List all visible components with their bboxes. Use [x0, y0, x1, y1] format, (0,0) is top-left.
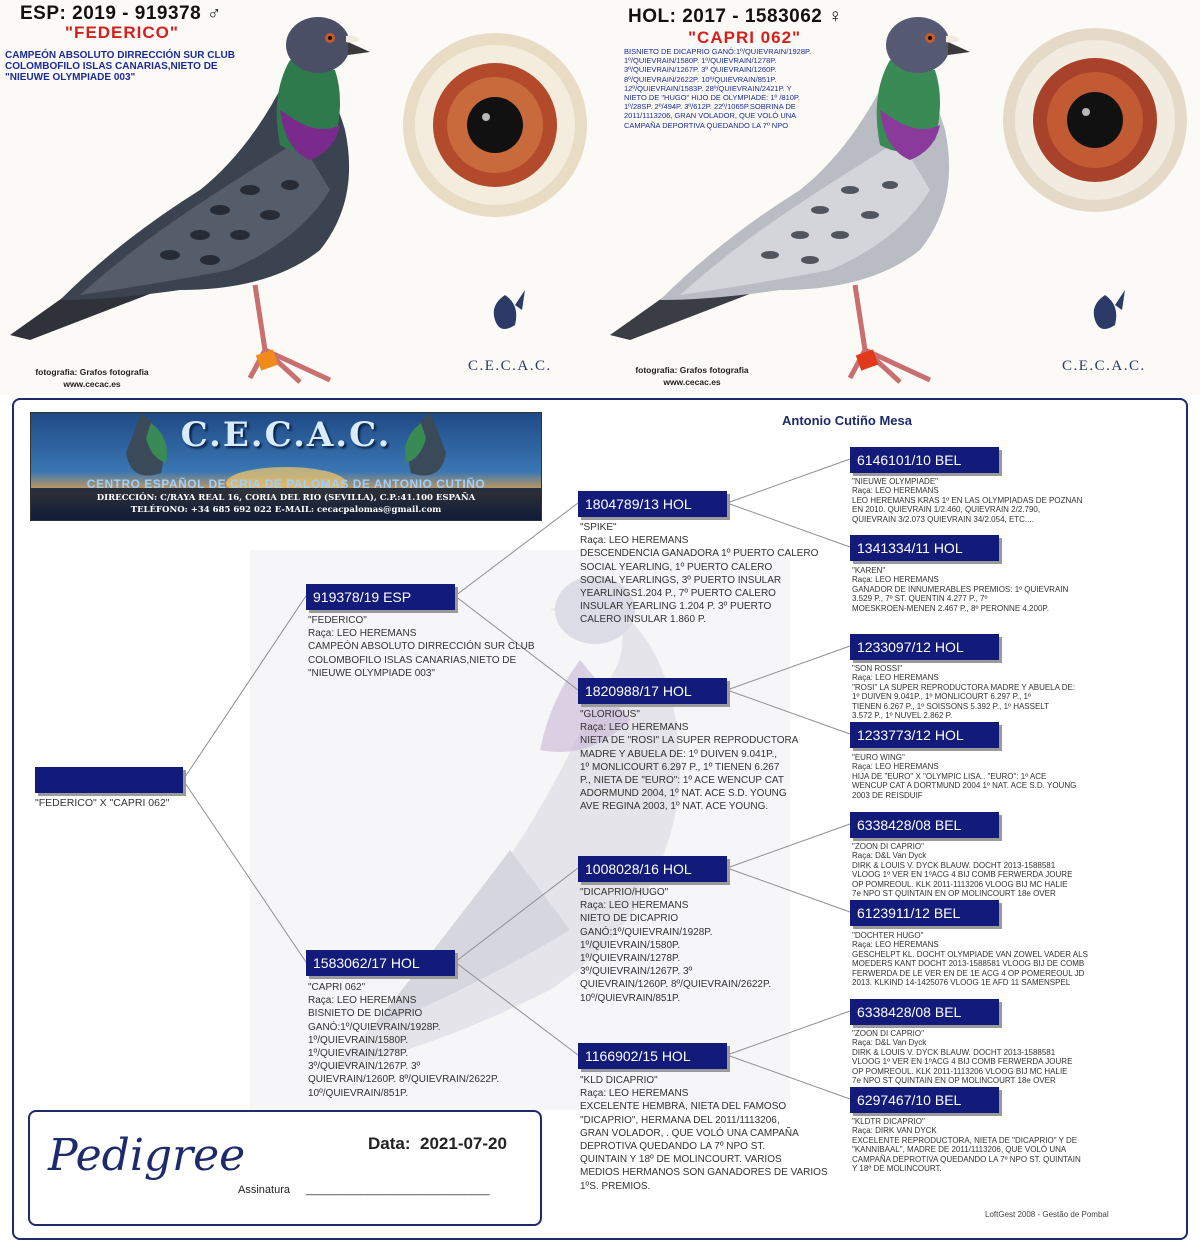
dd-info [580, 1074, 845, 1193]
info-line: "SON ROSSI" [852, 664, 903, 673]
info-line: CALERO INSULAR 1.860 P. [580, 614, 706, 626]
info-line: HIJA DE "EURO" X "OLYMPIC LISA.. "EURO": 1º ACE [852, 771, 1047, 781]
ssd-info [852, 566, 1152, 613]
pedigree-script-title: Pedigree [48, 1130, 246, 1181]
signature-line[interactable]: ______________________________ [306, 1184, 490, 1196]
info-line: 1º/QUIEVRAIN/1278P. [308, 1048, 409, 1060]
credit-line: fotografia: Grafos fotografia [35, 367, 149, 377]
info-line: QUIEVRAIN 3/2.073 QUIEVRAIN 34/2.054, ETC.... [852, 514, 1034, 524]
info-line: GANÓ:1º/QUIEVRAIN/1928P. [308, 1021, 441, 1033]
info-line: "DICAPRIO", HERMANA DEL 2011/1113206, [580, 1114, 780, 1126]
info-line: 3º/QUIEVRAIN/1267P. 3º [308, 1061, 421, 1073]
info-line: CAMPEÓN ABSOLUTO DIRRECCIÓN SUR CLUB [308, 641, 535, 653]
info-line: Raça: D&L Van Dyck [852, 851, 927, 861]
info-line: 7e NPO ST QUINTAIN EN OP MOLINCOURT 18e OVER [852, 1076, 1056, 1086]
info-line: Y 18º DE MOLINCOURT. [852, 1164, 942, 1174]
info-line: FERWERDA DE LE VER EN DE 1E ACG 4 OP POMEREOUL JD [852, 968, 1085, 978]
info-line: "KLDTR DICAPRIO" [852, 1117, 925, 1126]
info-line: "NIEUWE OLYMPIADE 003" [308, 667, 435, 679]
ss-ring-box[interactable]: 1804789/13 HOL [578, 491, 727, 517]
sire-desc-line: COLOMBOFILO ISLAS CANARIAS,NIETO DE [5, 61, 218, 72]
info-line: OP POMREOUL. KLK 2011-1113206 VLOOG BIJ MC HALIE [852, 879, 1068, 889]
sire-desc-line: CAMPEÓN ABSOLUTO DIRRECCIÓN SUR CLUB [5, 50, 236, 61]
info-line: EXCELENTE HEMBRA, NIETA DEL FAMOSO [580, 1101, 787, 1113]
footer-software: LoftGest 2008 - Gestão de Pombal [985, 1210, 1109, 1219]
info-line: 1º/QUIEVRAIN/1580P. [308, 1034, 409, 1046]
info-line: GRAN VOLADOR, . QUE VOLÓ UNA CAMPAÑA [580, 1127, 799, 1139]
date-label: Data: [368, 1134, 411, 1153]
info-line: "FEDERICO" [308, 615, 367, 626]
info-line: MEDIOS HERMANOS SON GANADORES DE VARIOS [580, 1167, 828, 1179]
info-line: Raça: LEO HEREMANS [308, 995, 417, 1007]
ssd-ring-box[interactable]: 1341334/11 HOL [850, 535, 999, 561]
info-line: QUIEVRAIN/1260P. 8º/QUIEVRAIN/2622P. [580, 979, 772, 991]
dam-desc-line: 8º/QUIEVRAIN/2622P. 10º/QUIEVRAIN/851P. [624, 74, 777, 84]
info-line: Raça: LEO HEREMANS [308, 628, 417, 640]
sss-ring-box[interactable]: 6146101/10 BEL [850, 447, 999, 473]
info-line: MOESKROEN-MENEN 2.467 P., 8º PERONNE 4.200P. [852, 603, 1049, 613]
info-line: Raça: LEO HEREMANS [580, 1088, 689, 1100]
info-line: DESCENDENCIA GANADORA 1º PUERTO CALERO [580, 548, 819, 560]
info-line: DEPROTIVA QUEDANDO LA 7º NPO ST. [580, 1141, 766, 1153]
info-line: MADRE Y ABUELA DE: 1º DUIVEN 9.041P., [580, 748, 778, 760]
credit-url[interactable]: www.cecac.es [663, 377, 721, 387]
info-line: Raça: LEO HEREMANS [852, 486, 939, 496]
sire-photo-title: ESP: 2019 - 919378 ♂ [20, 3, 222, 24]
info-line: Raça: LEO HEREMANS [580, 900, 689, 912]
dd-ring-box[interactable]: 1166902/15 HOL [578, 1043, 727, 1069]
banner-contact: TELÉFONO: +34 685 692 022 E-MAIL: cecacpalomas@gmail.com [130, 505, 442, 515]
info-line: DIRK & LOUIS V. DYCK BLAUW. DOCHT 2013-1588581 [852, 860, 1056, 870]
info-line: 1º/QUIEVRAIN/1580P. [580, 939, 681, 951]
info-line: Raça: LEO HEREMANS [580, 535, 689, 547]
pairing-label: "FEDERICO" X "CAPRI 062" [35, 797, 170, 809]
info-line: QUIEVRAIN/1260P. 8º/QUIEVRAIN/2622P. [308, 1074, 500, 1086]
dam-desc-line: BISNIETO DE DICAPRIO GANÓ:1º/QUIEVRAIN/1928P. [624, 47, 812, 56]
info-line: Raça: DIRK VAN DYCK [852, 1126, 937, 1136]
info-line: MOEDERS KANT DOCHT 2013-1588581 VLOOG BIJ DE COMB [852, 959, 1085, 969]
banner-address: DIRECCIÓN: C/RAYA REAL 16, CORIA DEL RIO (SEVILLA), C.P.:41.100 ESPAÑA [96, 493, 476, 503]
owner-name: Antonio Cutiño Mesa [782, 413, 912, 428]
ds-info [580, 886, 840, 1005]
info-line: SOCIAL YEARLING, 1º PUERTO CALERO [580, 561, 773, 573]
dam-desc-line: 1º/QUIEVRAIN/1580P. 1º/QUIEVRAIN/1278P. [624, 56, 777, 66]
dam-desc-line: CAMPAÑA DEPORTIVA QUEDANDO LA 7º NPO [624, 120, 789, 130]
info-line: TIENEN 6.267 P., 1º SOISSONS 5.392 P., 1º HASSELT [852, 701, 1050, 711]
info-line: Raça: LEO HEREMANS [580, 722, 689, 734]
info-line: 3º/QUIEVRAIN/1267P. 3º [580, 966, 693, 978]
info-line: 3.529 P., 7º ST. QUENTIN 4.277 P., 7º [852, 594, 988, 604]
info-line: "EURO WING" [852, 753, 905, 762]
info-line: NIETA DE "ROSI" LA SUPER REPRODUCTORA [580, 735, 799, 747]
info-line: YEARLINGS1.204 P., 7º PUERTO CALERO [580, 588, 776, 600]
sire-photo-name: "FEDERICO" [65, 23, 179, 42]
info-line: "NIEUWE OLYMPIADE" [852, 477, 938, 486]
info-line: 1ºS. PREMIOS. [580, 1180, 651, 1192]
info-line: INSULAR YEARLING 1.204 P. 3º PUERTO [580, 601, 772, 613]
info-line: 2013. KLKIND 14-1425076 VLOOG 1E AFD 11 SAMENSPEL [852, 978, 1071, 988]
credit-line: fotografia: Grafos fotografia [635, 365, 749, 375]
sire-ring-box[interactable]: 919378/19 ESP [306, 584, 455, 610]
info-line: AVE REGINA 2003, 1º NAT. ACE YOUNG. [580, 801, 769, 813]
info-line: OP POMREOUL. KLK 2011-1113206 VLOOG BIJ MC HALIE [852, 1066, 1068, 1076]
dsd-info [852, 931, 1152, 987]
info-line: COLOMBOFILO ISLAS CANARIAS,NIETO DE [308, 654, 517, 666]
info-line: ADORMUND 2004, 1º NAT. ACE S.D. YOUNG [580, 788, 787, 800]
dss-info [852, 842, 1152, 898]
info-line: EN 2010. QUIEVRAIN 1/2.460, QUIEVRAIN 2/2.790, [852, 505, 1041, 515]
info-line: SOCIAL YEARLINGS, 3º PUERTO INSULAR [580, 574, 782, 586]
sss-info [852, 477, 1152, 524]
sds-ring-box[interactable]: 1233097/12 HOL [850, 634, 999, 660]
dam-desc-line: 12º/QUIEVRAIN/1583P. 28º/QUIEVRAIN/2421P. Y [624, 83, 792, 93]
info-line: EXCELENTE REPRODUCTORA, NIETA DE "DICAPRIO" Y DE [852, 1135, 1078, 1145]
info-line: Raça: LEO HEREMANS [852, 940, 939, 950]
credit-url[interactable]: www.cecac.es [63, 379, 121, 389]
info-line: "ROSI" LA SUPER REPRODUCTORA MADRE Y ABUELA DE: [852, 682, 1076, 692]
ddd-info [852, 1117, 1152, 1173]
banner-subtitle: CENTRO ESPAÑOL DE CRIA DE PALOMAS DE ANTONIO CUTIÑO [86, 477, 486, 491]
sire-logo-text: C.E.C.A.C. [468, 358, 552, 374]
dam-desc-line: NIETO DE "HUGO" HIJO DE OLYMPIADE: 1º /810P. [624, 93, 801, 103]
info-line: "DOCHTER HUGO" [852, 931, 924, 940]
cecac-banner [30, 412, 542, 521]
dam-photo-title: HOL: 2017 - 1583062 ♀ [628, 6, 843, 27]
banner-title: C.E.C.A.C. [180, 415, 392, 455]
dam-desc-line: 3º/QUIEVRAIN/1267P. 3º QUIEVRAIN/1260P. [624, 65, 777, 75]
info-line: "DICAPRIO/HUGO" [580, 887, 669, 898]
info-line: 7e NPO ST QUINTAIN EN OP MOLINCOURT 18e OVER [852, 889, 1056, 899]
sd-info [580, 708, 840, 814]
info-line: GESCHELPT KL. DOCHT OLYMPIADE VAN ZOWEL VADER ALS [852, 949, 1088, 959]
ss-info [580, 521, 840, 627]
info-line: "SPIKE" [580, 522, 617, 533]
info-line: Raça: LEO HEREMANS [852, 762, 939, 772]
info-line: 10º/QUIEVRAIN/851P. [308, 1087, 409, 1099]
info-line: "CAPRI 062" [308, 982, 366, 993]
info-line: 2003 DE REISDUIF [852, 790, 923, 800]
sdd-ring-box[interactable]: 1233773/12 HOL [850, 722, 999, 748]
info-line: "KAREN" [852, 566, 886, 575]
date-value: 2021-07-20 [420, 1134, 507, 1153]
info-line: VLOOG 1º VER EN 1ºACG 4 BIJ COMB FERWERDA JOURE [852, 1057, 1073, 1067]
signature-label: Assinatura [238, 1184, 290, 1196]
info-line: "KLD DICAPRIO" [580, 1075, 658, 1086]
info-line: "GLORIOUS" [580, 709, 640, 720]
info-line: QUINTAIN Y 18º DE MOLINCOURT. VARIOS [580, 1154, 782, 1166]
info-line: GANÓ:1º/QUIEVRAIN/1928P. [580, 926, 713, 938]
dss-ring-box[interactable]: 6338428/08 BEL [850, 812, 999, 838]
dds-ring-box[interactable]: 6338428/08 BEL [850, 999, 999, 1025]
ddd-ring-box[interactable]: 6297467/10 BEL [850, 1087, 999, 1113]
sd-ring-box[interactable]: 1820988/17 HOL [578, 678, 727, 704]
sds-info [852, 664, 1152, 720]
info-line: NIETO DE DICAPRIO [580, 913, 679, 925]
info-line: "ZOON DI CAPRIO" [852, 842, 924, 851]
info-line: 1º MONLICOURT 6.297 P., 1º TIENEN 6.267 [580, 761, 780, 773]
sire-desc-line: "NIEUWE OLYMPIADE 003" [5, 72, 136, 83]
info-line: VLOOG 1º VER EN 1ºACG 4 BIJ COMB FERWERDA JOURE [852, 870, 1073, 880]
info-line: Raça: LEO HEREMANS [852, 575, 939, 585]
info-line: 1º/QUIEVRAIN/1278P. [580, 953, 681, 965]
info-line: CAMPAÑA DEPROTIVA QUEDANDO LA 7º NPO ST. QUINTAIN [852, 1154, 1081, 1164]
info-line: WENCUP CAT A DORTMUND 2004 1º NAT. ACE S.D. YOUNG [852, 781, 1077, 791]
dam-logo-text: C.E.C.A.C. [1062, 358, 1146, 374]
info-line: "ZOON DI CAPRIO" [852, 1029, 924, 1038]
sdd-info [852, 753, 1152, 800]
info-line: "KANNIBAAL", MADRE DE 2011/1113206, QUE VOLÓ UNA [852, 1145, 1067, 1155]
ds-ring-box[interactable]: 1008028/16 HOL [578, 856, 727, 882]
info-line: 1º DUIVEN 9.041P., 1º MONLICOURT 6.297 P., 1º [852, 692, 1031, 702]
dam-desc-line: 1º/28SP. 2º/494P. 3º/612P. 22º/1065P.SOBRINA DE [624, 102, 796, 112]
sire-info [308, 614, 558, 680]
info-line: GANADOR DE INNUMERABLES PREMIOS: 1º QUIEVRAIN [852, 584, 1069, 594]
dam-info [308, 981, 558, 1100]
info-line: 10º/QUIEVRAIN/851P. [580, 992, 681, 1004]
info-line: LEO HEREMANS KRAS 1º EN LAS OLYMPIADAS DE POZNAN [852, 495, 1083, 505]
dam-ring-box[interactable]: 1583062/17 HOL [306, 950, 455, 976]
dam-desc-line: 2011/1113206, GRAN VOLADOR, QUE VOLÓ UNA [624, 111, 797, 121]
info-line: 3.572 P., 1º NUVEL 2.862 P. [852, 711, 953, 721]
dam-photo-name: "CAPRI 062" [688, 28, 802, 47]
info-line: Raça: LEO HEREMANS [852, 673, 939, 683]
pedigree-card [28, 1110, 542, 1226]
dds-info [852, 1029, 1152, 1085]
dsd-ring-box[interactable]: 6123911/12 BEL [850, 900, 999, 926]
subject-box[interactable] [35, 767, 183, 793]
info-line: BISNIETO DE DICAPRIO [308, 1008, 423, 1020]
info-line: P., NIETA DE "EURO": 1º ACE WENCUP CAT [580, 775, 784, 787]
info-line: Raça: D&L Van Dyck [852, 1038, 927, 1048]
info-line: DIRK & LOUIS V. DYCK BLAUW. DOCHT 2013-1588581 [852, 1047, 1056, 1057]
